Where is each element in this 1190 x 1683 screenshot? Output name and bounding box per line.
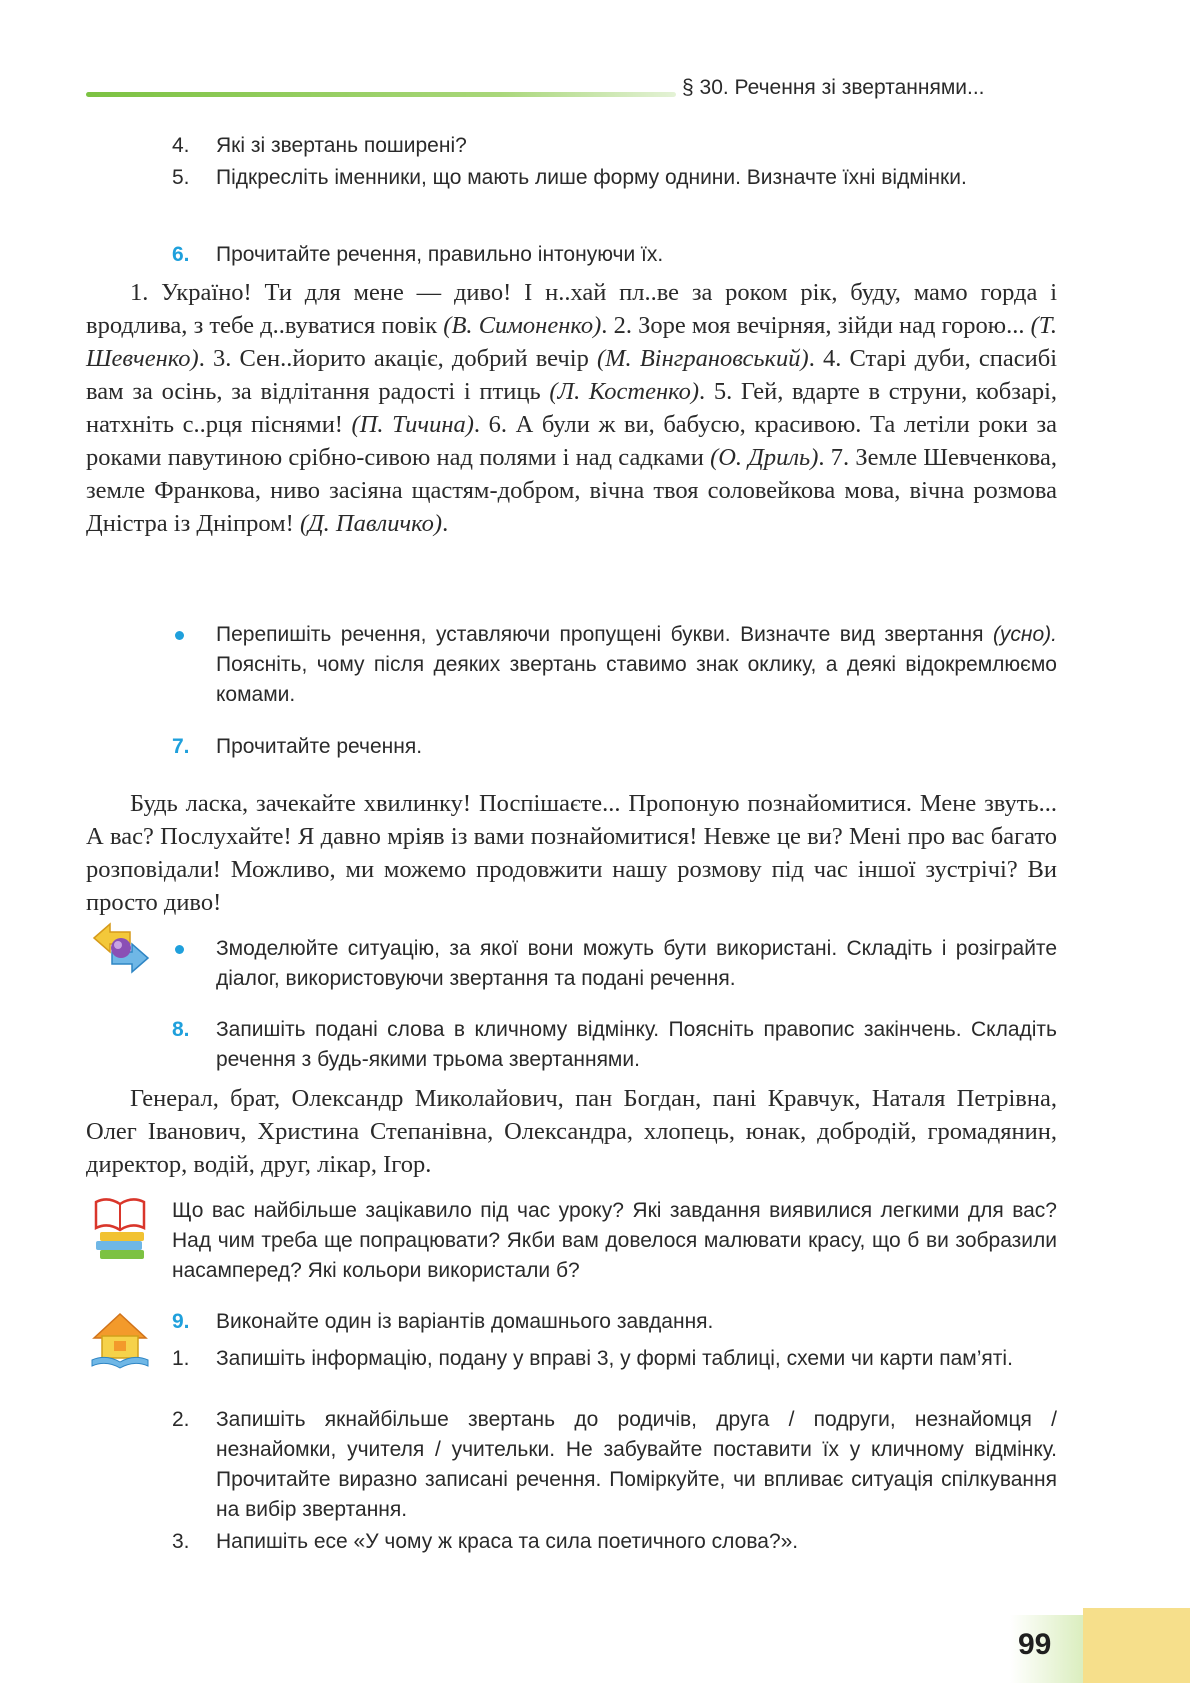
item-text: Напишіть есе «У чому ж краса та сила поетичного слова?».	[216, 1530, 799, 1553]
home-book-icon	[90, 1310, 150, 1370]
exercise-task: Прочитайте речення.	[216, 735, 423, 758]
exercise-6-task	[172, 240, 1057, 270]
author-attribution: (О. Дриль)	[710, 444, 819, 471]
exercise-7-task	[172, 732, 1057, 762]
exercise-number: 6.	[172, 243, 190, 266]
homework-item	[172, 1527, 1057, 1557]
bullet-marker	[172, 934, 216, 994]
bullet-text: Перепишіть речення, уставляючи пропущені букви. Визначте вид звертання (усно). Поясніть, чому після деяких звертань ставимо знак оклику, а деякі відокремлюємо комами.	[216, 623, 1057, 706]
homework-item	[172, 1344, 1057, 1374]
exercise-7-text	[86, 787, 1057, 919]
section-title: § 30. Речення зі звертаннями...	[682, 76, 985, 99]
bullet-marker	[172, 620, 216, 710]
page-number: 99	[1018, 1628, 1052, 1661]
author-attribution: (Д. Павличко)	[299, 510, 443, 537]
question-4	[172, 131, 1057, 161]
homework-item	[172, 1405, 1057, 1525]
exercise-number: 8.	[172, 1018, 190, 1041]
sentence-text: 1. Україно! Ти для мене — диво! І н..хай пл..ве за роком рік, буду, мамо горда і вродлива, з тебе д..вуватися повік	[86, 279, 1057, 339]
exercise-8-paragraph: Генерал, брат, Олександр Миколайович, пан Богдан, пані Кравчук, Наталя Петрівна, Олег Іванович, Христина Степанівна, Олександра, хлопець, юнак, добродій, громадянин, директор, водій, друг, лікар, Ігор.	[86, 1085, 1057, 1178]
exercise-task: Прочитайте речення, правильно інтонуючи їх.	[216, 243, 664, 266]
author-attribution: (Л. Костенко)	[549, 378, 700, 405]
exercise-7-bullet	[172, 934, 1057, 994]
question-number: 5.	[172, 166, 190, 189]
sentence-text: . 6. А були ж ви, бабусю, красивою. Та летіли роки за роками павутиною срібно-сивою над полями і над садками	[86, 411, 1057, 471]
exercise-6-bullet	[172, 620, 1057, 710]
exercise-task: Виконайте один із варіантів домашнього завдання.	[216, 1310, 714, 1333]
dialog-arrows-icon	[90, 920, 152, 976]
author-attribution: (П. Тичина)	[351, 411, 474, 438]
exercise-8-task	[172, 1015, 1057, 1075]
exercise-number: 7.	[172, 735, 190, 758]
sentence-text: . 3. Сен..йорито акаціє, добрий вечір	[198, 345, 597, 372]
exercise-8-text	[86, 1082, 1057, 1181]
question-number: 4.	[172, 134, 190, 157]
author-attribution: (В. Симоненко)	[443, 312, 602, 339]
exercise-6-text	[86, 276, 1057, 540]
item-text: Запишіть інформацію, подану у вправі 3, у формі таблиці, схеми чи карти пам’яті.	[216, 1347, 1013, 1370]
item-number: 3.	[172, 1530, 190, 1553]
item-number: 2.	[172, 1408, 190, 1431]
item-text: Запишіть якнайбільше звертань до родичів, друга / подруги, незнайомця / незнайомки, учителя / учительки. Не забувайте поставити їх у кличному відмінку. Прочитайте виразно записані речення. Поміркуйте, чи впливає ситуація спілкування на вибір звертання.	[216, 1408, 1057, 1521]
sentence-text: . 5. Гей, вдарте в струни, кобзарі, натхніть с..рця піснями!	[86, 378, 1058, 438]
header-rule	[86, 92, 676, 97]
item-number: 1.	[172, 1347, 190, 1370]
sentence-text: . 2. Зоре моя вечірняя, зійди над горою...	[601, 312, 1031, 339]
sentence-text: . 7. Земле Шевченкова, земле Франкова, ниво засіяна щастям-добром, вічна твоя соловейкова мова, вічна розмова Дністра із Дніпром!	[86, 444, 1057, 537]
sentence-text: .	[442, 510, 449, 537]
exercise-9-task	[172, 1307, 1057, 1337]
bullet-text: Змоделюйте ситуацію, за якої вони можуть бути використані. Складіть і розіграйте діалог, використовуючи звертання та подані речення.	[216, 937, 1057, 990]
sentence-text: . 4. Старі дуби, спасибі вам за осінь, за відлітання радості і птиць	[86, 345, 1057, 405]
exercise-number: 9.	[172, 1310, 190, 1333]
reflection-questions: Що вас найбільше зацікавило під час уроку? Які завдання виявилися легкими для вас? Над чим треба ще попрацювати? Якби вам довелося малювати красу, що б ви зобразили насамперед? Які кольори використали б?	[172, 1199, 1057, 1282]
page-tab-accent	[1083, 1608, 1190, 1683]
exercise-7-paragraph: Будь ласка, зачекайте хвилинку! Поспішаєте... Пропоную познайомитися. Мене звуть... А вас? Послухайте! Я давно мріяв із вами познайомитися! Невже це ви? Мені про вас багато розповідали! Можливо, ми можемо продовжити нашу розмову під час іншої зустрічі? Ви просто диво!	[86, 790, 1057, 916]
books-icon	[90, 1196, 150, 1266]
author-attribution: (М. Вінграновський)	[596, 345, 809, 372]
exercise-task: Запишіть подані слова в кличному відмінку. Поясніть правопис закінчень. Складіть речення з будь-якими трьома звертаннями.	[216, 1018, 1057, 1071]
question-text: Які зі звертань поширені?	[216, 134, 467, 157]
question-5	[172, 163, 1057, 193]
author-attribution: (Т. Шевченко)	[86, 312, 1057, 372]
exercise-6-paragraph	[86, 276, 1057, 540]
question-text: Підкресліть іменники, що мають лише форму однини. Визначте їхні відмінки.	[216, 166, 967, 189]
